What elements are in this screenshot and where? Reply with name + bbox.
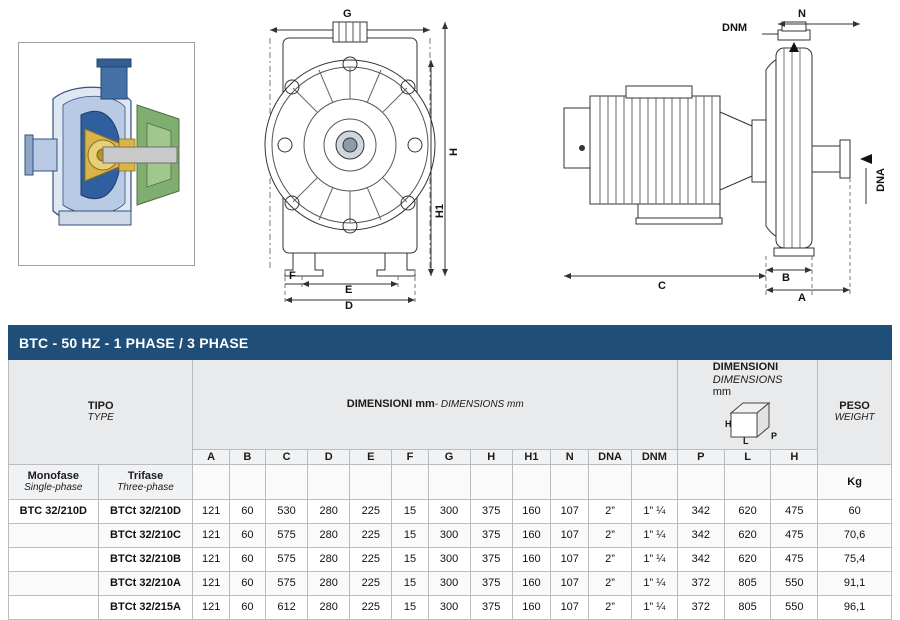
cell-three-phase: BTCt 32/210A — [98, 571, 193, 595]
cell-B: 60 — [229, 523, 265, 547]
col-header-E: E — [350, 449, 392, 464]
cell-G: 300 — [428, 595, 470, 619]
cell-A: 121 — [193, 499, 229, 523]
cell-A: 121 — [193, 523, 229, 547]
cell-P: 342 — [677, 547, 724, 571]
cell-C: 575 — [265, 571, 307, 595]
cell-N: 107 — [551, 571, 589, 595]
unit-E — [350, 464, 392, 499]
unit-H1 — [512, 464, 550, 499]
cell-H: 375 — [470, 571, 512, 595]
svg-text:H: H — [724, 418, 732, 429]
group-header-weight — [818, 360, 892, 465]
table-title-row — [9, 326, 892, 360]
group-header-dimensions-box — [677, 360, 817, 450]
col-header-H-box: H — [771, 449, 818, 464]
group-header-dimensions-en: - DIMENSIONS mm — [434, 399, 524, 411]
cell-DNM: 1” ¼ — [631, 547, 677, 571]
cell-H: 375 — [470, 547, 512, 571]
cell-E: 225 — [350, 523, 392, 547]
cell-G: 300 — [428, 571, 470, 595]
cell-F: 15 — [392, 571, 428, 595]
cell-DNA: 2” — [589, 499, 631, 523]
three-phase-en: Three-phase — [117, 482, 174, 494]
dimensions-cube-icon — [723, 399, 781, 448]
cell-N: 107 — [551, 547, 589, 571]
dim-label-C: C — [658, 280, 666, 292]
cell-H-box: 550 — [771, 595, 818, 619]
table-phase-header-row — [9, 464, 892, 499]
cell-H1: 160 — [512, 595, 550, 619]
col-header-three-phase — [98, 464, 193, 499]
cell-B: 60 — [229, 595, 265, 619]
col-header-DNA: DNA — [589, 449, 631, 464]
dim-label-DNM: DNM — [722, 22, 748, 34]
cell-N: 107 — [551, 499, 589, 523]
dim-label-G: G — [343, 8, 352, 20]
col-header-G: G — [428, 449, 470, 464]
cell-E: 225 — [350, 499, 392, 523]
cell-H: 375 — [470, 595, 512, 619]
unit-F — [392, 464, 428, 499]
unit-N — [551, 464, 589, 499]
cell-C: 575 — [265, 547, 307, 571]
cell-L: 620 — [724, 499, 771, 523]
col-header-L: L — [724, 449, 771, 464]
unit-H — [470, 464, 512, 499]
unit-weight: Kg — [818, 464, 892, 499]
cell-H1: 160 — [512, 571, 550, 595]
group-header-dimensions-it: DIMENSIONI mm — [346, 398, 435, 411]
svg-text:P: P — [770, 430, 777, 441]
front-view-drawing — [245, 8, 475, 323]
svg-text:L: L — [742, 435, 749, 445]
cell-L: 805 — [724, 595, 771, 619]
side-view-drawing — [530, 8, 890, 323]
cell-L: 620 — [724, 523, 771, 547]
cell-DNM: 1” ¼ — [631, 499, 677, 523]
cell-D: 280 — [308, 571, 350, 595]
cell-weight: 96,1 — [818, 595, 892, 619]
cell-DNA: 2” — [589, 571, 631, 595]
cell-F: 15 — [392, 547, 428, 571]
col-header-A: A — [193, 449, 229, 464]
cell-single-phase — [9, 595, 99, 619]
cell-A: 121 — [193, 547, 229, 571]
col-header-H1: H1 — [512, 449, 550, 464]
cell-E: 225 — [350, 595, 392, 619]
cell-single-phase — [9, 571, 99, 595]
cell-B: 60 — [229, 547, 265, 571]
col-header-D: D — [308, 449, 350, 464]
dim-label-N: N — [798, 8, 806, 20]
unit-H-box — [771, 464, 818, 499]
cell-G: 300 — [428, 499, 470, 523]
cell-weight: 91,1 — [818, 571, 892, 595]
cell-DNA: 2” — [589, 523, 631, 547]
cell-P: 342 — [677, 523, 724, 547]
cell-H: 375 — [470, 523, 512, 547]
unit-P — [677, 464, 724, 499]
cell-C: 612 — [265, 595, 307, 619]
cell-single-phase — [9, 547, 99, 571]
cell-D: 280 — [308, 499, 350, 523]
group-header-type-it: TIPO — [87, 400, 114, 413]
cell-DNA: 2” — [589, 595, 631, 619]
dim-label-H1: H1 — [434, 204, 446, 219]
col-header-C: C — [265, 449, 307, 464]
dim-label-D: D — [345, 300, 353, 312]
cell-weight: 60 — [818, 499, 892, 523]
cell-H-box: 475 — [771, 547, 818, 571]
dimbox-line3: mm — [712, 386, 732, 399]
cell-D: 280 — [308, 547, 350, 571]
unit-B — [229, 464, 265, 499]
group-header-dimensions — [193, 360, 678, 450]
table-group-header-row — [9, 360, 892, 450]
pump-cross-section-image — [18, 42, 195, 266]
cell-three-phase: BTCt 32/210C — [98, 523, 193, 547]
cell-DNM: 1” ¼ — [631, 571, 677, 595]
table-title: BTC - 50 HZ - 1 PHASE / 3 PHASE — [9, 326, 892, 360]
cell-DNM: 1” ¼ — [631, 523, 677, 547]
dimensions-table — [8, 325, 892, 620]
cell-F: 15 — [392, 499, 428, 523]
cell-D: 280 — [308, 523, 350, 547]
dimensions-table-wrap — [8, 325, 892, 620]
cell-E: 225 — [350, 571, 392, 595]
dim-label-F: F — [289, 270, 296, 282]
dim-label-DNA: DNA — [875, 168, 887, 192]
col-header-B: B — [229, 449, 265, 464]
col-header-single-phase — [9, 464, 99, 499]
col-header-F: F — [392, 449, 428, 464]
cell-F: 15 — [392, 523, 428, 547]
dim-label-A: A — [798, 292, 806, 304]
group-header-type — [9, 360, 193, 465]
unit-DNA — [589, 464, 631, 499]
table-row — [9, 571, 892, 595]
dim-label-B: B — [782, 272, 790, 284]
cell-three-phase: BTCt 32/215A — [98, 595, 193, 619]
three-phase-it: Trifase — [127, 470, 164, 483]
cell-C: 530 — [265, 499, 307, 523]
cell-single-phase: BTC 32/210D — [9, 499, 99, 523]
cell-B: 60 — [229, 499, 265, 523]
cell-B: 60 — [229, 571, 265, 595]
group-header-type-en: TYPE — [87, 412, 114, 424]
cell-N: 107 — [551, 523, 589, 547]
cell-P: 372 — [677, 595, 724, 619]
cell-P: 342 — [677, 499, 724, 523]
cell-DNA: 2” — [589, 547, 631, 571]
dimbox-line2: DIMENSIONS — [712, 373, 783, 386]
cell-N: 107 — [551, 595, 589, 619]
unit-L — [724, 464, 771, 499]
cell-C: 575 — [265, 523, 307, 547]
col-header-H: H — [470, 449, 512, 464]
cell-A: 121 — [193, 571, 229, 595]
cell-DNM: 1” ¼ — [631, 595, 677, 619]
cell-weight: 70,6 — [818, 523, 892, 547]
col-header-DNM: DNM — [631, 449, 677, 464]
group-header-weight-it: PESO — [839, 400, 870, 413]
group-header-weight-en: WEIGHT — [834, 412, 875, 424]
cell-single-phase — [9, 523, 99, 547]
cell-H: 375 — [470, 499, 512, 523]
table-row — [9, 595, 892, 619]
single-phase-en: Single-phase — [24, 482, 83, 494]
table-row — [9, 523, 892, 547]
table-row — [9, 499, 892, 523]
cell-L: 620 — [724, 547, 771, 571]
cell-three-phase: BTCt 32/210B — [98, 547, 193, 571]
cell-L: 805 — [724, 571, 771, 595]
single-phase-it: Monofase — [27, 470, 79, 483]
cell-A: 121 — [193, 595, 229, 619]
dimbox-line1: DIMENSIONI — [712, 361, 779, 373]
cell-E: 225 — [350, 547, 392, 571]
unit-C — [265, 464, 307, 499]
cell-H1: 160 — [512, 547, 550, 571]
cell-F: 15 — [392, 595, 428, 619]
cell-G: 300 — [428, 547, 470, 571]
col-header-N: N — [551, 449, 589, 464]
cell-weight: 75,4 — [818, 547, 892, 571]
dim-label-H: H — [448, 148, 460, 156]
cell-H-box: 475 — [771, 523, 818, 547]
col-header-P: P — [677, 449, 724, 464]
cell-H1: 160 — [512, 523, 550, 547]
cell-G: 300 — [428, 523, 470, 547]
cell-three-phase: BTCt 32/210D — [98, 499, 193, 523]
cell-H1: 160 — [512, 499, 550, 523]
cell-P: 372 — [677, 571, 724, 595]
cell-H-box: 475 — [771, 499, 818, 523]
cell-H-box: 550 — [771, 571, 818, 595]
dim-label-E: E — [345, 284, 353, 296]
unit-D — [308, 464, 350, 499]
cross-section-svg — [19, 43, 194, 265]
unit-DNM — [631, 464, 677, 499]
unit-G — [428, 464, 470, 499]
table-row — [9, 547, 892, 571]
cell-D: 280 — [308, 595, 350, 619]
unit-A — [193, 464, 229, 499]
